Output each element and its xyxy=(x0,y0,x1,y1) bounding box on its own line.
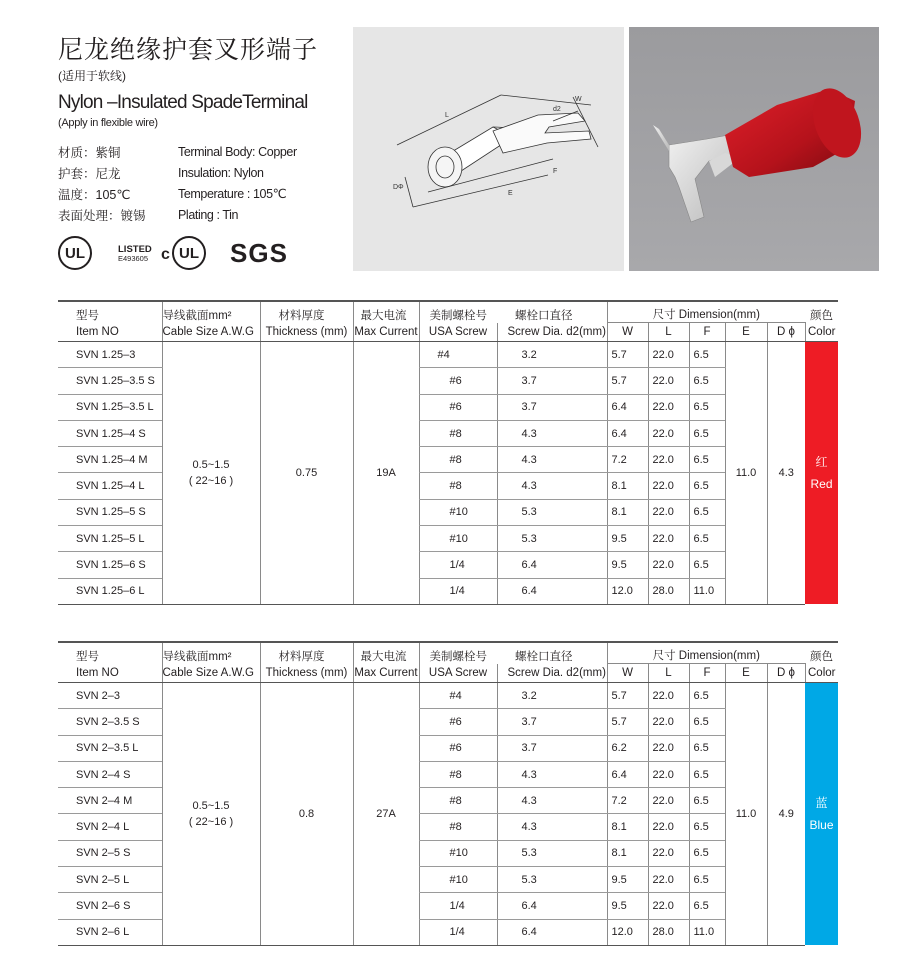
header-item-cn: 型号 xyxy=(58,642,162,664)
screw-dia: 6.4 xyxy=(497,578,607,604)
c-mark: c xyxy=(161,246,170,263)
dim-f: 6.5 xyxy=(689,893,725,919)
header-item-en: Item NO xyxy=(58,323,162,342)
product-photo xyxy=(629,27,879,271)
dim-label-w: W xyxy=(575,96,582,103)
header-f: F xyxy=(689,664,725,683)
screw-dia: 3.7 xyxy=(497,735,607,761)
screw-dia: 3.7 xyxy=(497,368,607,394)
cable-awg: ( 22~16 ) xyxy=(188,474,234,487)
item-number: SVN 2–3.5 L xyxy=(58,735,162,761)
table-row xyxy=(58,342,838,368)
header-cable-en: Cable Size A.W.G xyxy=(162,323,260,342)
dim-f: 6.5 xyxy=(689,683,725,709)
item-number: SVN 2–4 L xyxy=(58,814,162,840)
item-number: SVN 2–4 M xyxy=(58,788,162,814)
header-cable-cn: 导线截面mm² xyxy=(162,642,260,664)
spade-terminal-drawing-icon xyxy=(353,27,624,271)
spec-en: Plating : Tin xyxy=(178,207,239,222)
usa-screw: #8 xyxy=(419,761,497,787)
header-d: D ϕ xyxy=(767,664,805,683)
dim-w: 5.7 xyxy=(607,709,648,735)
header-item-en: Item NO xyxy=(58,664,162,683)
usa-screw: #6 xyxy=(419,368,497,394)
dim-f: 6.5 xyxy=(689,394,725,420)
usa-screw: #10 xyxy=(419,867,497,893)
header-thick-en: Thickness (mm) xyxy=(260,664,353,683)
usa-screw: 1/4 xyxy=(419,578,497,604)
header-thick-cn: 材料厚度 xyxy=(260,301,353,323)
dim-l: 28.0 xyxy=(648,578,689,604)
dim-label-e: E xyxy=(508,190,513,197)
page-subtitle-en: (Apply in flexible wire) xyxy=(58,117,158,129)
spec-cn: 表面处理：镀锡 xyxy=(58,208,146,223)
item-number: SVN 1.25–6 L xyxy=(58,578,162,604)
header-current-cn: 最大电流 xyxy=(353,301,419,323)
certification-logos xyxy=(58,236,318,272)
usa-screw: #10 xyxy=(419,526,497,552)
spec-en: Insulation: Nylon xyxy=(178,165,264,180)
dim-w: 6.4 xyxy=(607,394,648,420)
color-cn: 红 xyxy=(815,455,828,470)
usa-screw: #8 xyxy=(419,788,497,814)
usa-screw: #6 xyxy=(419,394,497,420)
item-number: SVN 1.25–5 S xyxy=(58,499,162,525)
color-swatch-red xyxy=(805,342,838,605)
dim-f: 6.5 xyxy=(689,735,725,761)
dim-label-d: DΦ xyxy=(393,184,404,191)
dim-l: 22.0 xyxy=(648,893,689,919)
header-dimension: 尺寸 Dimension(mm) xyxy=(607,301,805,323)
dim-l: 22.0 xyxy=(648,526,689,552)
dim-l: 22.0 xyxy=(648,761,689,787)
header-dia-en: Screw Dia. d2(mm) xyxy=(497,664,607,683)
dim-d: 4.3 xyxy=(767,342,805,605)
dim-f: 6.5 xyxy=(689,473,725,499)
dim-label-f: F xyxy=(553,168,558,175)
usa-screw: #6 xyxy=(419,709,497,735)
screw-dia: 5.3 xyxy=(497,499,607,525)
header-dia-cn: 螺栓口直径 xyxy=(497,301,607,323)
screw-dia: 3.2 xyxy=(497,683,607,709)
spec-list xyxy=(58,141,297,225)
screw-dia: 4.3 xyxy=(497,788,607,814)
screw-dia: 3.7 xyxy=(497,709,607,735)
dim-w: 9.5 xyxy=(607,526,648,552)
spec-row-insulation xyxy=(58,162,297,183)
header-l: L xyxy=(648,323,689,342)
header-w: W xyxy=(607,664,648,683)
item-number: SVN 2–5 S xyxy=(58,840,162,866)
dim-w: 8.1 xyxy=(607,499,648,525)
screw-dia: 3.2 xyxy=(497,342,607,368)
header-d: D ϕ xyxy=(767,323,805,342)
header-dia-en: Screw Dia. d2(mm) xyxy=(497,323,607,342)
dim-e: 11.0 xyxy=(725,342,767,605)
dim-l: 28.0 xyxy=(648,919,689,945)
header-screw-en: USA Screw xyxy=(419,323,497,342)
spec-cn: 材质：紫铜 xyxy=(58,145,121,160)
dim-l: 22.0 xyxy=(648,814,689,840)
dim-w: 7.2 xyxy=(607,788,648,814)
spec-en: Terminal Body: Copper xyxy=(178,144,297,159)
technical-drawing xyxy=(353,27,624,271)
max-current: 27A xyxy=(353,683,419,946)
cable-range: 0.5~1.5 xyxy=(192,799,230,812)
dim-f: 6.5 xyxy=(689,447,725,473)
dim-l: 22.0 xyxy=(648,552,689,578)
header-color-cn: 颜色 xyxy=(805,642,838,664)
dim-f: 6.5 xyxy=(689,814,725,840)
spec-cn: 护套：尼龙 xyxy=(58,166,121,181)
dim-w: 6.4 xyxy=(607,761,648,787)
screw-dia: 6.4 xyxy=(497,919,607,945)
usa-screw: 1/4 xyxy=(419,919,497,945)
dim-w: 12.0 xyxy=(607,578,648,604)
color-swatch-blue xyxy=(805,683,838,946)
header-color-en: Color xyxy=(805,323,838,342)
screw-dia: 5.3 xyxy=(497,840,607,866)
dim-w: 8.1 xyxy=(607,814,648,840)
item-number: SVN 2–3.5 S xyxy=(58,709,162,735)
header-l: L xyxy=(648,664,689,683)
spec-table-blue xyxy=(58,641,838,946)
dim-label-d2: d2 xyxy=(553,106,561,113)
dim-f: 6.5 xyxy=(689,499,725,525)
usa-screw: 1/4 xyxy=(419,552,497,578)
dim-l: 22.0 xyxy=(648,788,689,814)
header-current-cn: 最大电流 xyxy=(353,642,419,664)
dim-f: 6.5 xyxy=(689,761,725,787)
color-cn: 蓝 xyxy=(815,796,828,811)
screw-dia: 5.3 xyxy=(497,867,607,893)
item-number: SVN 1.25–3.5 S xyxy=(58,368,162,394)
header-e: E xyxy=(725,323,767,342)
dim-w: 8.1 xyxy=(607,473,648,499)
header-screw-en: USA Screw xyxy=(419,664,497,683)
dim-f: 6.5 xyxy=(689,840,725,866)
thickness: 0.75 xyxy=(260,342,353,605)
item-number: SVN 1.25–6 S xyxy=(58,552,162,578)
item-number: SVN 1.25–3 xyxy=(58,342,162,368)
item-number: SVN 1.25–3.5 L xyxy=(58,394,162,420)
header-current-en: Max Current xyxy=(353,323,419,342)
dim-w: 9.5 xyxy=(607,552,648,578)
cable-awg: ( 22~16 ) xyxy=(188,815,234,828)
header-e: E xyxy=(725,664,767,683)
dim-f: 6.5 xyxy=(689,342,725,368)
cable-range: 0.5~1.5 xyxy=(192,458,230,471)
cul-logo-icon: UL xyxy=(172,236,206,270)
max-current: 19A xyxy=(353,342,419,605)
dim-w: 5.7 xyxy=(607,368,648,394)
ul-logo-icon: UL xyxy=(58,236,92,270)
item-number: SVN 1.25–4 L xyxy=(58,473,162,499)
usa-screw: #10 xyxy=(419,499,497,525)
header-thick-cn: 材料厚度 xyxy=(260,642,353,664)
dim-w: 9.5 xyxy=(607,867,648,893)
header-cable-en: Cable Size A.W.G xyxy=(162,664,260,683)
color-en: Red xyxy=(810,477,833,492)
dim-f: 11.0 xyxy=(689,919,725,945)
spec-row-material xyxy=(58,141,297,162)
dim-l: 22.0 xyxy=(648,342,689,368)
screw-dia: 4.3 xyxy=(497,761,607,787)
screw-dia: 4.3 xyxy=(497,420,607,446)
spec-cn: 温度：105℃ xyxy=(58,187,131,202)
dim-w: 5.7 xyxy=(607,683,648,709)
sgs-logo: SGS xyxy=(230,238,288,268)
header-f: F xyxy=(689,323,725,342)
header-screw-cn: 美制螺栓号 xyxy=(419,301,497,323)
dim-l: 22.0 xyxy=(648,867,689,893)
dim-l: 22.0 xyxy=(648,735,689,761)
screw-dia: 4.3 xyxy=(497,814,607,840)
usa-screw: #4 xyxy=(419,683,497,709)
thickness: 0.8 xyxy=(260,683,353,946)
header-current-en: Max Current xyxy=(353,664,419,683)
header-dimension: 尺寸 Dimension(mm) xyxy=(607,642,805,664)
usa-screw: #4 xyxy=(419,342,497,368)
header-thick-en: Thickness (mm) xyxy=(260,323,353,342)
dim-l: 22.0 xyxy=(648,683,689,709)
color-en: Blue xyxy=(809,818,834,833)
usa-screw: #8 xyxy=(419,420,497,446)
item-number: SVN 2–6 L xyxy=(58,919,162,945)
dim-l: 22.0 xyxy=(648,394,689,420)
header-color-cn: 颜色 xyxy=(805,301,838,323)
listed-number: E493605 xyxy=(118,254,149,263)
spec-table-red xyxy=(58,300,838,605)
screw-dia: 4.3 xyxy=(497,473,607,499)
usa-screw: #6 xyxy=(419,735,497,761)
dim-l: 22.0 xyxy=(648,473,689,499)
screw-dia: 6.4 xyxy=(497,552,607,578)
dim-d: 4.9 xyxy=(767,683,805,946)
item-number: SVN 1.25–5 L xyxy=(58,526,162,552)
dim-w: 12.0 xyxy=(607,919,648,945)
item-number: SVN 2–3 xyxy=(58,683,162,709)
header-cable-cn: 导线截面mm² xyxy=(162,301,260,323)
dim-w: 7.2 xyxy=(607,447,648,473)
dim-f: 11.0 xyxy=(689,578,725,604)
header-item-cn: 型号 xyxy=(58,301,162,323)
dim-l: 22.0 xyxy=(648,840,689,866)
usa-screw: #10 xyxy=(419,840,497,866)
header-w: W xyxy=(607,323,648,342)
screw-dia: 4.3 xyxy=(497,447,607,473)
dim-w: 9.5 xyxy=(607,893,648,919)
dim-w: 8.1 xyxy=(607,840,648,866)
dim-w: 5.7 xyxy=(607,342,648,368)
dim-label-l: L xyxy=(445,112,449,119)
header-screw-cn: 美制螺栓号 xyxy=(419,642,497,664)
cable-size xyxy=(162,342,260,605)
dim-l: 22.0 xyxy=(648,368,689,394)
dim-l: 22.0 xyxy=(648,420,689,446)
usa-screw: #8 xyxy=(419,814,497,840)
screw-dia: 3.7 xyxy=(497,394,607,420)
dim-f: 6.5 xyxy=(689,552,725,578)
dim-f: 6.5 xyxy=(689,420,725,446)
ul-listed-mark: LISTED E493605 xyxy=(118,244,152,263)
dim-f: 6.5 xyxy=(689,368,725,394)
spec-row-plating xyxy=(58,204,297,225)
dim-l: 22.0 xyxy=(648,499,689,525)
screw-dia: 6.4 xyxy=(497,893,607,919)
dim-w: 6.4 xyxy=(607,420,648,446)
dim-f: 6.5 xyxy=(689,867,725,893)
dim-w: 6.2 xyxy=(607,735,648,761)
page-subtitle-cn: (适用于软线) xyxy=(58,69,126,83)
table-row xyxy=(58,683,838,709)
spec-en: Temperature : 105℃ xyxy=(178,187,287,201)
cable-size xyxy=(162,683,260,946)
screw-dia: 5.3 xyxy=(497,526,607,552)
dim-l: 22.0 xyxy=(648,709,689,735)
spec-row-temperature xyxy=(58,183,297,204)
dim-f: 6.5 xyxy=(689,526,725,552)
header-color-en: Color xyxy=(805,664,838,683)
item-number: SVN 1.25–4 S xyxy=(58,420,162,446)
usa-screw: #8 xyxy=(419,473,497,499)
item-number: SVN 2–5 L xyxy=(58,867,162,893)
dim-f: 6.5 xyxy=(689,709,725,735)
item-number: SVN 2–6 S xyxy=(58,893,162,919)
item-number: SVN 1.25–4 M xyxy=(58,447,162,473)
page-title-en: Nylon –Insulated SpadeTerminal xyxy=(58,92,308,113)
usa-screw: #8 xyxy=(419,447,497,473)
item-number: SVN 2–4 S xyxy=(58,761,162,787)
usa-screw: 1/4 xyxy=(419,893,497,919)
spade-terminal-photo-icon xyxy=(629,27,879,271)
dim-l: 22.0 xyxy=(648,447,689,473)
header-dia-cn: 螺栓口直径 xyxy=(497,642,607,664)
page-title-cn: 尼龙绝缘护套叉形端子 xyxy=(58,36,319,64)
dim-f: 6.5 xyxy=(689,788,725,814)
dim-e: 11.0 xyxy=(725,683,767,946)
